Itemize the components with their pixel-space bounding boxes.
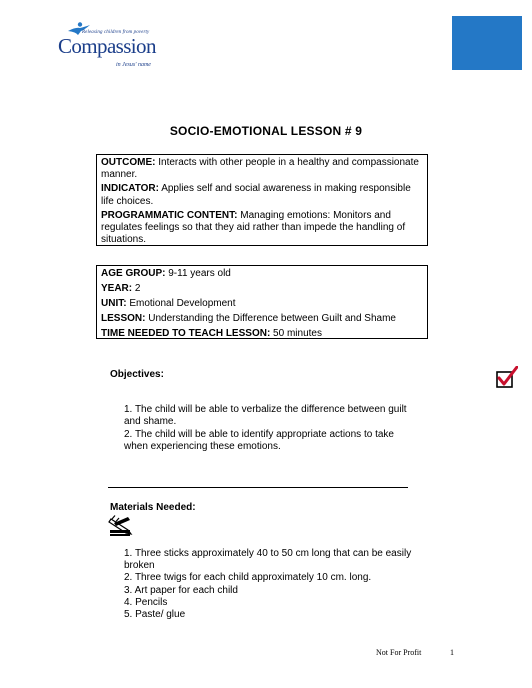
programmatic-content-text: Managing emotions: Monitors and regulates feelings so that they aid rather than impede the handling of situations. (101, 209, 406, 246)
outcome-text: Interacts with other people in a healthy and compassionate manner. (101, 157, 419, 181)
lesson-value: Understanding the Difference between Guilt and Shame (145, 313, 396, 324)
outcome-label: OUTCOME: (101, 157, 156, 168)
compassion-logo (52, 22, 172, 70)
lesson-label: LESSON: (101, 313, 146, 324)
material-item: 3. Art paper for each child (124, 584, 238, 596)
indicator-label: INDICATOR: (101, 183, 159, 195)
material-item: 2. Three twigs for each child approximately 10 cm. long. (124, 572, 372, 584)
lesson-line (101, 313, 423, 325)
year-value: 2 (132, 283, 141, 294)
material-item: 1. Three sticks approximately 40 to 50 cm long that can be easily broken (124, 548, 412, 572)
programmatic-content-line (101, 210, 423, 247)
page-number: 1 (450, 648, 454, 657)
pencil-crayon-icon (108, 515, 134, 537)
logo-tagline: Releasing children from poverty (82, 30, 150, 35)
objectives-heading: Objectives: (110, 369, 164, 380)
time-needed-value: 50 minutes (270, 328, 322, 339)
logo-subtitle: in Jesus' name (116, 62, 151, 68)
materials-heading: Materials Needed: (110, 502, 196, 513)
unit-label: UNIT: (101, 298, 127, 309)
year-label: YEAR: (101, 283, 133, 294)
time-needed-line (101, 328, 423, 340)
logo-brand: Compassion (58, 34, 156, 58)
blue-corner-block (452, 16, 522, 70)
page-title: SOCIO-EMOTIONAL LESSON # 9 (169, 124, 363, 138)
checkbox-check-icon (496, 366, 518, 388)
indicator-text: Applies self and social awareness in making responsible life choices. (101, 183, 411, 207)
objectives-list (124, 404, 414, 454)
unit-line (101, 298, 423, 310)
material-item: 4. Pencils (124, 596, 168, 608)
objective-item: 1. The child will be able to verbalize the difference between guilt and shame. (124, 404, 407, 428)
indicator-line (101, 183, 423, 208)
objective-item: 2. The child will be able to identify appropriate actions to take when experiencing these emotions. (124, 428, 394, 453)
unit-value: Emotional Development (126, 298, 236, 309)
section-divider (108, 487, 408, 488)
materials-list (124, 548, 414, 621)
outcome-box (96, 154, 428, 246)
material-item: 5. Paste/ glue (124, 609, 186, 621)
time-needed-label: TIME NEEDED TO TEACH LESSON: (101, 328, 271, 339)
age-group-value: 9-11 years old (165, 268, 231, 279)
outcome-line (101, 157, 423, 182)
programmatic-content-label: PROGRAMMATIC CONTENT: (101, 209, 238, 221)
age-group-label: AGE GROUP: (101, 268, 166, 279)
lesson-info-box (96, 265, 428, 339)
footer-label: Not For Profit (376, 648, 422, 657)
age-group-line (101, 268, 423, 280)
year-line (101, 283, 423, 295)
